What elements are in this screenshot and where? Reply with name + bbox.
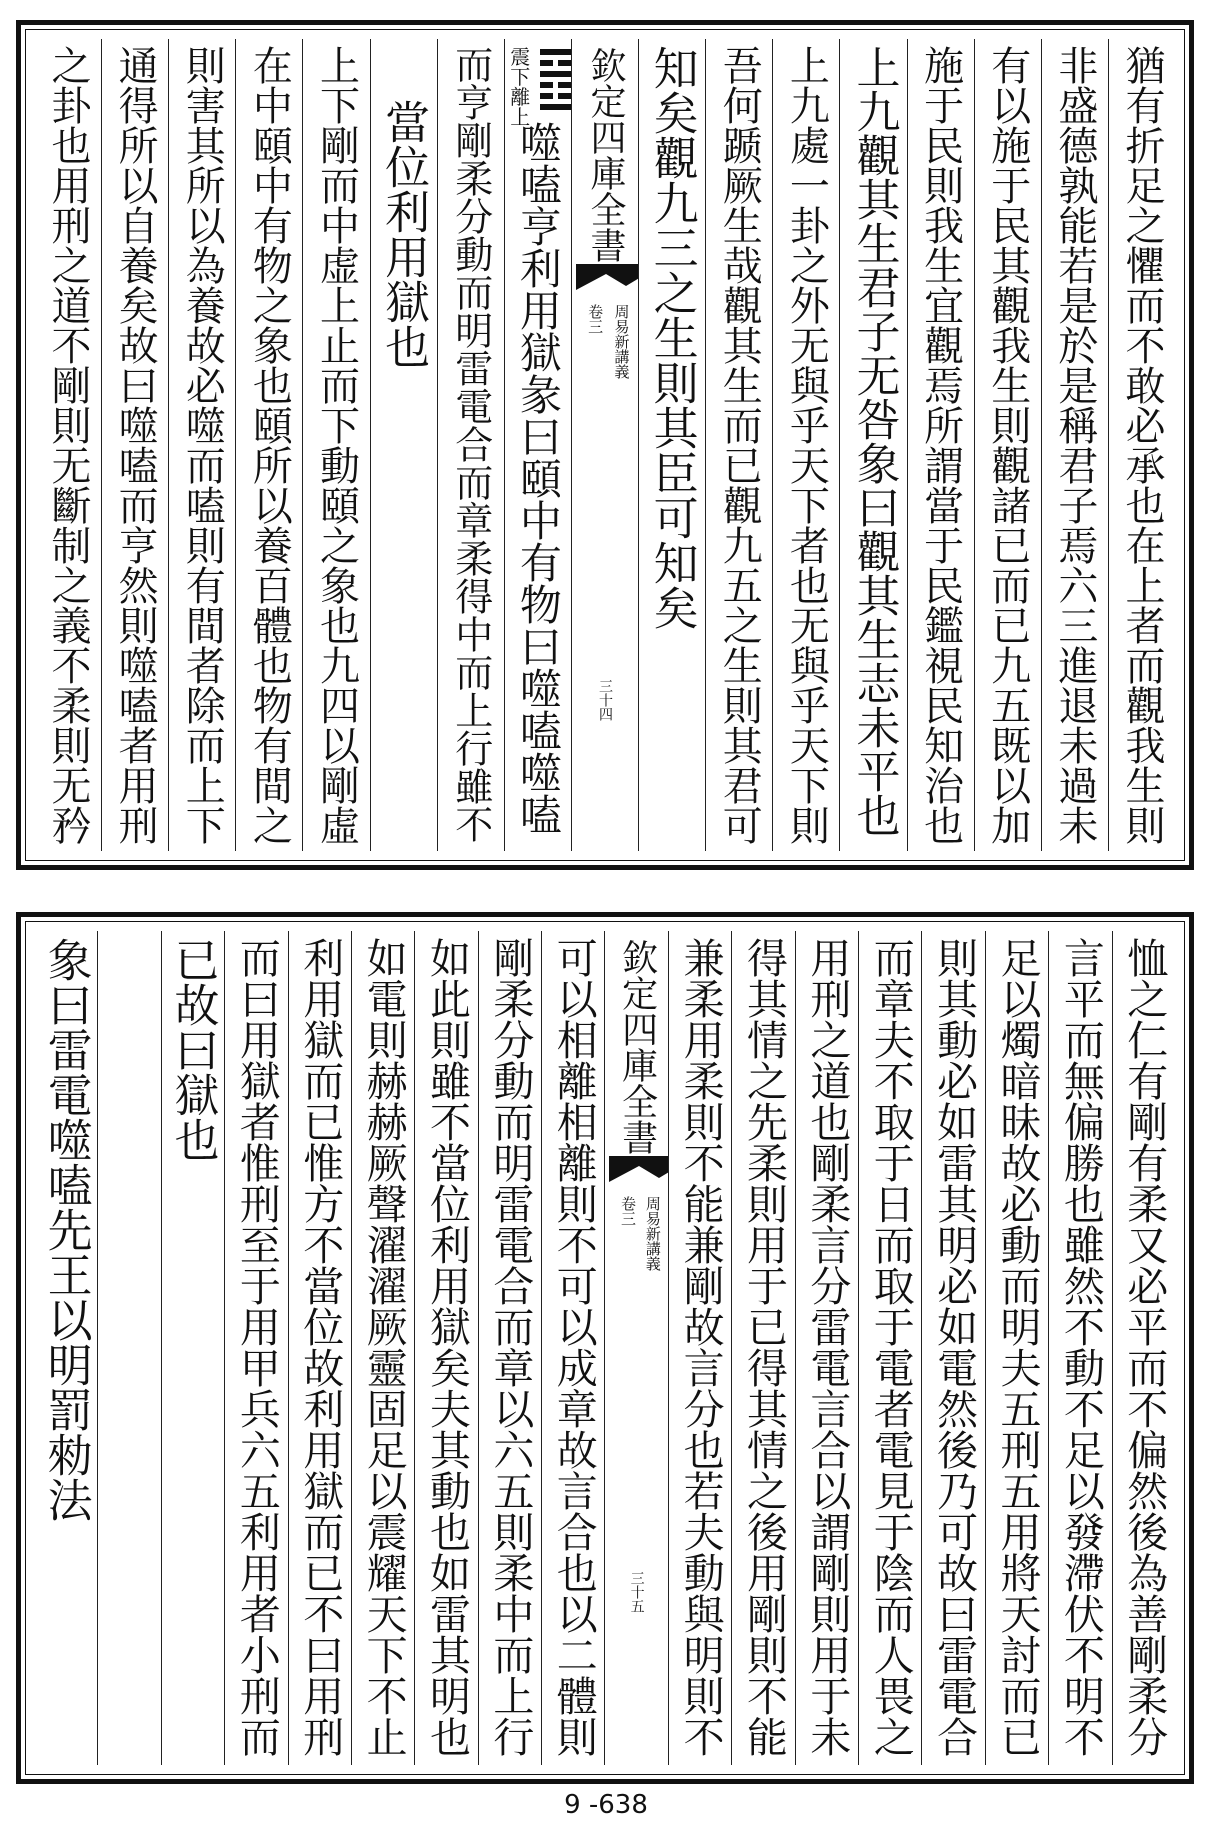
bottom-column — [1048, 931, 1111, 1765]
top-column — [571, 39, 638, 851]
column-text: 剛柔分動而明雷電合而章以六五則柔中而上行 — [486, 937, 535, 1757]
top-column — [370, 39, 437, 851]
column-text: 則害其所以為養故必噬而嗑則有間者除而上下 — [179, 45, 226, 845]
column-text: 言平而無偏勝也雖然不動不足以發滯伏不明不 — [1056, 937, 1105, 1757]
top-column — [907, 39, 974, 851]
bottom-column — [414, 931, 477, 1765]
gutter-volume: 卷三 — [586, 304, 605, 334]
top-column — [974, 39, 1041, 851]
column-text: 吾何踬厥生哉觀其生而已觀九五之生則其君可 — [716, 45, 763, 845]
column-text: 則其動必如雷其明必如電然後乃可故曰雷電合 — [930, 937, 979, 1757]
bottom-column — [1112, 931, 1175, 1765]
column-text: 足以燭暗昧故必動而明夫五刑五用將天討而已 — [993, 937, 1042, 1757]
fish-tail-ornament-icon — [609, 1156, 668, 1182]
column-text: 恤之仁有剛有柔又必平而不偏然後為善剛柔分 — [1120, 937, 1169, 1757]
top-column — [504, 39, 571, 851]
column-text: 上下剛而中虚上止而下動頤之象也九四以剛虛 — [313, 45, 360, 845]
column-text: 有以施于民其觀我生則觀諸已而已九五既以加 — [984, 45, 1031, 845]
column-text: 如此則雖不當位利用獄矣夫其動也如雷其明也 — [423, 937, 471, 1757]
top-column — [839, 39, 906, 851]
top-page-panel — [16, 20, 1194, 870]
column-text: 上九處一卦之外无與乎天下者也无與乎天下則 — [783, 45, 830, 845]
bottom-column — [858, 931, 921, 1765]
top-column-container — [35, 39, 1175, 851]
top-column — [302, 39, 369, 851]
bottom-column — [35, 931, 97, 1765]
column-text: 兼柔用柔則不能兼剛故言分也若夫動與明則不 — [676, 937, 725, 1757]
bottom-column — [478, 931, 541, 1765]
column-text: 可以相離相離則不可以成章故言合也以二體則 — [549, 937, 598, 1757]
top-column — [1108, 39, 1175, 851]
bottom-column — [97, 931, 160, 1765]
fish-tail-ornament-icon — [576, 264, 638, 290]
top-column — [437, 39, 504, 851]
top-column — [101, 39, 168, 851]
top-column — [235, 39, 302, 851]
gutter-leaf-number: 三十五 — [628, 1571, 645, 1613]
hexagram-upper-trigram: 離上 — [510, 85, 531, 129]
bottom-column — [921, 931, 984, 1765]
bottom-column — [224, 931, 287, 1765]
top-column — [168, 39, 235, 851]
bottom-column — [668, 931, 731, 1765]
column-text: 之卦也用刑之道不剛則无斷制之義不柔則无矜 — [44, 45, 91, 845]
column-text: 而曰用獄者惟刑至于用甲兵六五利用者小刑而 — [232, 937, 281, 1757]
gutter-book-title: 周易新講義 — [643, 1196, 662, 1271]
top-column — [705, 39, 772, 851]
top-column — [772, 39, 839, 851]
column-text: 噬嗑亨利用獄彖曰頤中有物曰噬嗑噬嗑 — [513, 121, 563, 835]
column-text: 已故曰獄也 — [166, 937, 220, 1162]
bottom-column — [985, 931, 1048, 1765]
column-text: 通得所以自養矣故曰噬嗑而亨然則噬嗑者用刑 — [112, 45, 159, 845]
top-column — [638, 39, 705, 851]
column-text: 象曰雷電噬嗑先王以明罰勑法 — [39, 937, 93, 1522]
column-text: 知矣觀九三之生則其臣可知矣 — [645, 45, 699, 630]
bottom-column — [351, 931, 414, 1765]
column-text: 而亨剛柔分動而明雷電合而章柔得中而上行雖不 — [448, 45, 493, 843]
gutter-book-title: 周易新講義 — [612, 304, 631, 379]
bottom-column — [795, 931, 858, 1765]
column-text: 利用獄而已惟方不當位故利用獄而已不曰用刑 — [296, 937, 345, 1757]
column-text: 如電則赫赫厥聲濯濯厥靈固足以震耀天下不止 — [359, 937, 408, 1757]
top-column — [35, 39, 101, 851]
bottom-page-panel — [16, 912, 1194, 1784]
column-text: 當位利用獄也 — [377, 99, 431, 369]
column-text: 用刑之道也剛柔言分雷電言合以謂剛則用于未 — [803, 937, 852, 1757]
gutter-block — [572, 39, 638, 851]
bottom-column — [604, 931, 667, 1765]
page-number: 9 -638 — [564, 1790, 648, 1820]
column-text: 非盛德孰能若是於是稱君子焉六三進退未過未 — [1051, 45, 1098, 845]
gutter-volume: 卷三 — [618, 1196, 637, 1226]
column-text: 上九觀其生君子无咎象曰觀其生志未平也 — [848, 45, 900, 837]
column-text: 施于民則我生宜觀焉所謂當于民鑑視民知治也 — [917, 45, 964, 845]
hexagram-block — [505, 45, 571, 129]
column-text: 猶有折足之懼而不敢必承也在上者而觀我生則 — [1118, 45, 1165, 845]
gutter-title: 欽定四庫全書 — [584, 47, 626, 263]
bottom-column-container — [35, 931, 1175, 1765]
hexagram-icon — [540, 47, 571, 115]
bottom-column — [541, 931, 604, 1765]
hexagram-lower-trigram: 震下 — [510, 45, 531, 89]
bottom-column — [161, 931, 224, 1765]
top-column — [1041, 39, 1108, 851]
gutter-title: 欽定四庫全書 — [616, 939, 658, 1155]
column-text: 得其情之先柔則用于已得其情之後用剛則不能 — [739, 937, 788, 1757]
column-text: 而章夫不取于日而取于電者電見于陰而人畏之 — [866, 937, 915, 1757]
column-text: 在中頤中有物之象也頤所以養百體也物有間之 — [246, 45, 293, 845]
bottom-column — [731, 931, 794, 1765]
bottom-column — [288, 931, 351, 1765]
gutter-leaf-number: 三十四 — [596, 679, 613, 721]
gutter-block — [605, 931, 667, 1765]
